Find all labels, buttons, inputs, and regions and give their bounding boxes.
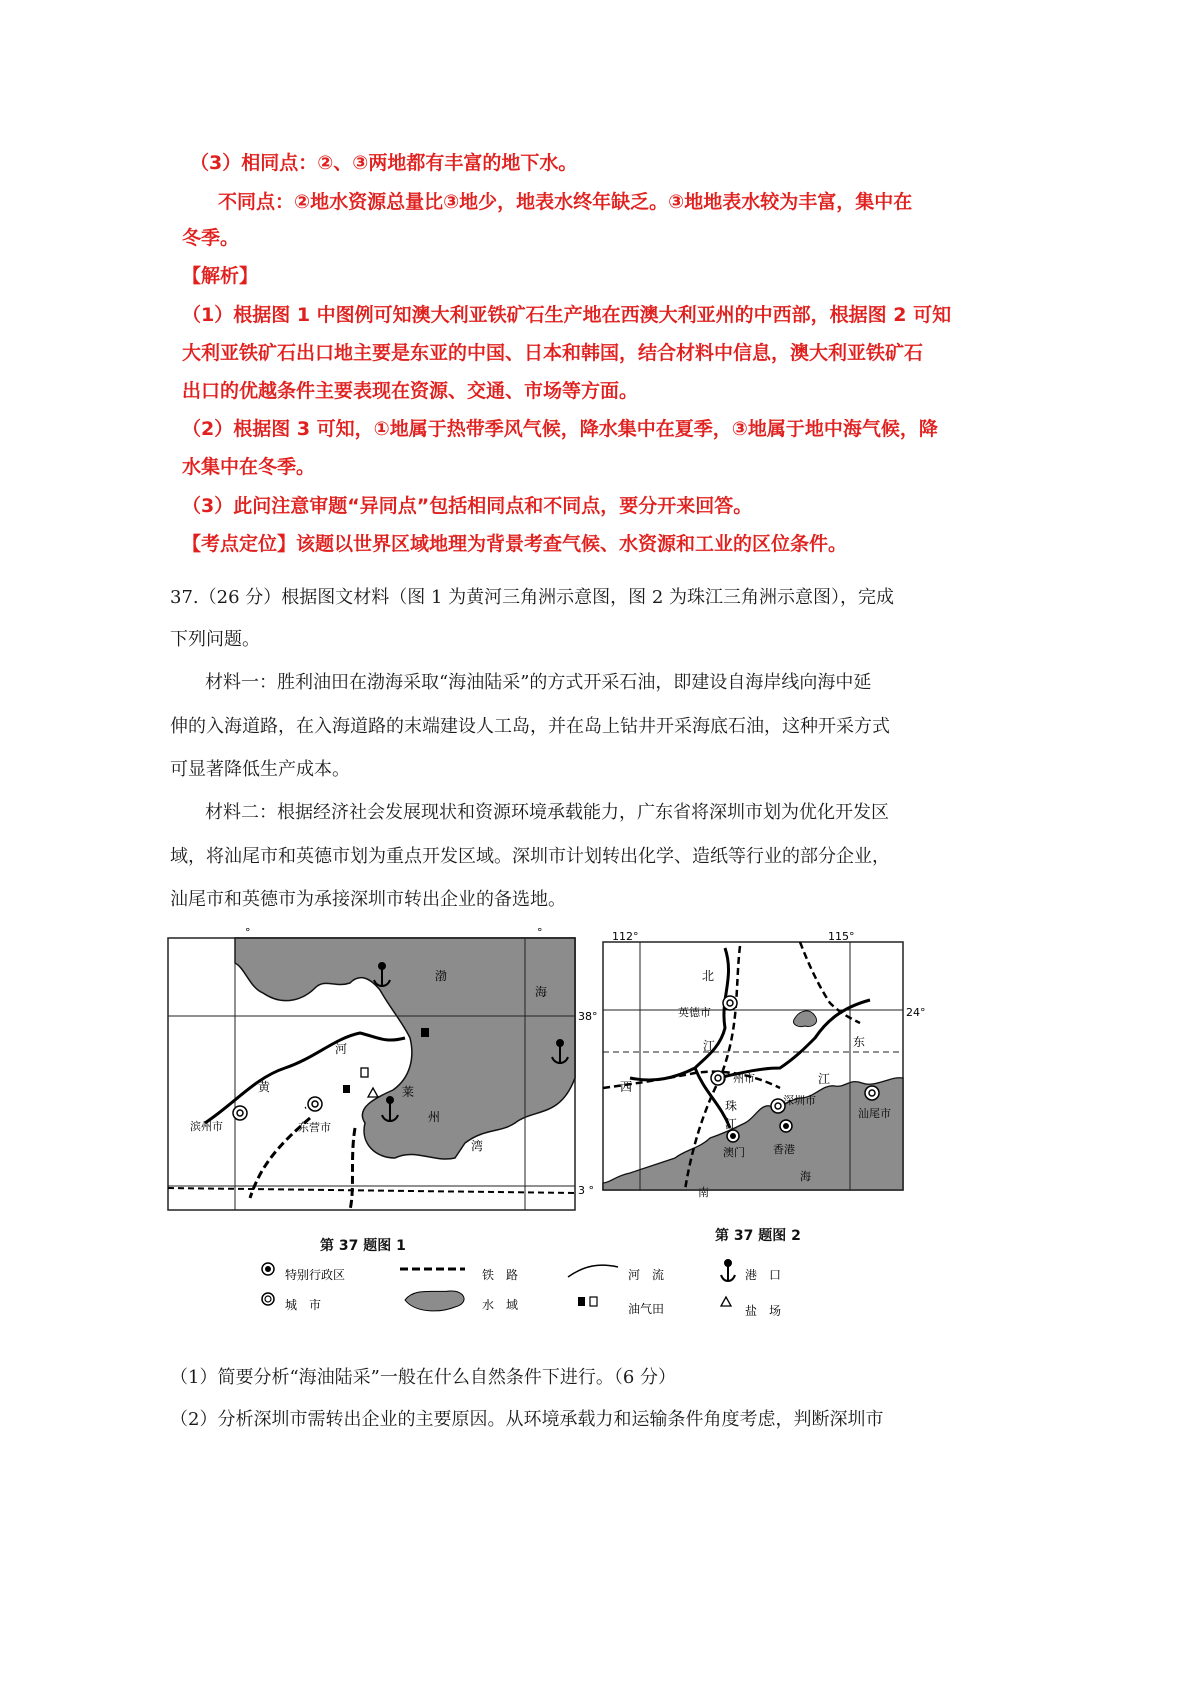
legend-port-symbol bbox=[721, 1260, 735, 1281]
label-bei: 北 bbox=[702, 969, 715, 983]
answer-line-11: 【考点定位】该题以世界区域地理为背景考查气候、水资源和工业的区位条件。 bbox=[182, 533, 848, 555]
material-1-line-2: 伸的入海道路，在入海道路的末端建设人工岛，并在岛上钻井开采海底石油，这种开采方式 bbox=[170, 716, 890, 737]
material-1-line-1: 材料一：胜利油田在渤海采取“海油陆采”的方式开采石油，即建设自海岸线向海中延 bbox=[205, 672, 872, 693]
legend-sar-label: 特别行政区 bbox=[285, 1268, 346, 1282]
answer-line-1: （3）相同点：②、③两地都有丰富的地下水。 bbox=[190, 152, 578, 174]
figure-2-caption: 第 37 题图 2 bbox=[715, 1228, 801, 1244]
binzhou-city-marker bbox=[233, 1106, 247, 1120]
label-shanwei: 汕尾市 bbox=[858, 1107, 891, 1120]
figure-1-caption: 第 37 题图 1 bbox=[320, 1238, 406, 1254]
label-zhou: 州 bbox=[428, 1110, 441, 1124]
legend-river-label: 河 流 bbox=[628, 1268, 665, 1282]
hongkong-sar-marker bbox=[780, 1120, 792, 1132]
material-2-line-1: 材料二：根据经济社会发展现状和资源环境承载能力，广东省将深圳市划为优化开发区 bbox=[205, 802, 889, 823]
oil-field-marker bbox=[343, 1085, 350, 1093]
legend-water-label: 水 域 bbox=[482, 1298, 519, 1312]
material-2-line-2: 域，将汕尾市和英德市划为重点开发区域。深圳市计划转出化学、造纸等行业的部分企业， bbox=[170, 846, 890, 867]
label-dong: 东 bbox=[853, 1035, 866, 1049]
answer-line-2: 不同点：②地水资源总量比③地少，地表水终年缺乏。③地地表水较为丰富，集中在 bbox=[218, 191, 913, 213]
legend-city-label: 城 市 bbox=[285, 1298, 322, 1312]
macau-sar-marker bbox=[727, 1130, 739, 1142]
subquestion-1: （1）简要分析“海油陆采”一般在什么自然条件下进行。（6 分） bbox=[170, 1367, 677, 1388]
label-lai: 莱 bbox=[402, 1085, 415, 1099]
material-1-line-3: 可显著降低生产成本。 bbox=[170, 759, 350, 780]
answer-line-3: 冬季。 bbox=[182, 227, 240, 249]
label-shenzhen: 深圳市 bbox=[783, 1094, 816, 1107]
answer-line-6: 大利亚铁矿石出口地主要是东亚的中国、日本和韩国，结合材料中信息，澳大利亚铁矿石 bbox=[182, 342, 924, 364]
label-hai: 海 bbox=[535, 985, 548, 999]
legend-salt-label: 盐 场 bbox=[745, 1304, 782, 1318]
figure-1-yellow-river-delta-map bbox=[165, 926, 598, 1218]
oil-field-marker bbox=[361, 1068, 368, 1077]
material-2-line-3: 汕尾市和英德市为承接深圳市转出企业的备选地。 bbox=[170, 889, 566, 910]
question-line-2: 下列问题。 bbox=[170, 629, 260, 650]
label-lon-115: 115° bbox=[828, 930, 855, 943]
label-aomen: 澳门 bbox=[723, 1146, 745, 1159]
answer-line-7: 出口的优越条件主要表现在资源、交通、市场等方面。 bbox=[182, 380, 639, 402]
subquestion-2: （2）分析深圳市需转出企业的主要原因。从环境承载力和运输条件角度考虑，判断深圳市 bbox=[170, 1409, 884, 1430]
legend-sar-symbol bbox=[262, 1263, 274, 1275]
oil-field-marker bbox=[421, 1028, 429, 1037]
label-zhu: 珠 bbox=[725, 1099, 738, 1113]
yingde-city-marker bbox=[723, 996, 737, 1010]
legend-oil-symbol bbox=[578, 1297, 585, 1306]
label-nan: 南 bbox=[698, 1186, 709, 1199]
label-binzhou: 滨州市 bbox=[190, 1120, 223, 1133]
legend-river-symbol bbox=[568, 1265, 618, 1277]
legend-salt-symbol bbox=[721, 1297, 731, 1306]
label-dongjiang: 江 bbox=[818, 1072, 831, 1086]
shanwei-city-marker bbox=[865, 1086, 879, 1100]
label-hai-south: 海 bbox=[800, 1170, 811, 1183]
legend-port-label: 港 口 bbox=[745, 1268, 782, 1282]
label-lat-38: 38° bbox=[578, 1010, 598, 1023]
question-line-1: 37.（26 分）根据图文材料（图 1 为黄河三角洲示意图，图 2 为珠江三角洲示意图），完成 bbox=[170, 587, 895, 608]
top-degree-label-a: ° bbox=[245, 926, 251, 939]
map-legend bbox=[250, 1255, 810, 1335]
label-yingde: 英德市 bbox=[678, 1006, 711, 1019]
label-lon-112: 112° bbox=[612, 930, 639, 943]
dongying-city-marker bbox=[308, 1097, 322, 1111]
answer-heading-analysis: 【解析】 bbox=[182, 265, 259, 287]
label-jiang-north: 江 bbox=[703, 1039, 716, 1053]
answer-line-9: 水集中在冬季。 bbox=[182, 456, 316, 478]
label-xianggang: 香港 bbox=[773, 1143, 795, 1156]
legend-water-symbol bbox=[405, 1291, 464, 1311]
label-bo: 渤 bbox=[435, 969, 448, 983]
label-wan: 湾 bbox=[471, 1139, 484, 1153]
legend-city-symbol bbox=[262, 1293, 274, 1305]
top-degree-label-b: ° bbox=[537, 926, 543, 939]
label-he: 河 bbox=[335, 1042, 348, 1056]
figure-2-pearl-river-delta-map bbox=[600, 928, 940, 1218]
label-xi: 西 bbox=[620, 1080, 633, 1094]
label-dongying: 东营市 bbox=[298, 1121, 331, 1134]
answer-line-5: （1）根据图 1 中图例可知澳大利亚铁矿石生产地在西澳大利亚州的中西部，根据图 2 可知 bbox=[182, 304, 952, 326]
label-guangzhou: 广州市 bbox=[722, 1072, 755, 1085]
answer-line-8: （2）根据图 3 可知，①地属于热带季风气候，降水集中在夏季，③地属于地中海气候，降 bbox=[182, 418, 938, 440]
label-huang: 黄 bbox=[258, 1080, 271, 1094]
legend-rail-label: 铁 路 bbox=[482, 1268, 519, 1282]
label-jiang: 江 bbox=[725, 1117, 738, 1131]
label-lat-3: 3 ° bbox=[578, 1184, 594, 1197]
label-lat-24: 24° bbox=[906, 1006, 926, 1019]
answer-line-10: （3）此问注意审题“异同点”包括相同点和不同点，要分开来回答。 bbox=[182, 495, 753, 517]
legend-oil-label: 油气田 bbox=[628, 1302, 665, 1316]
